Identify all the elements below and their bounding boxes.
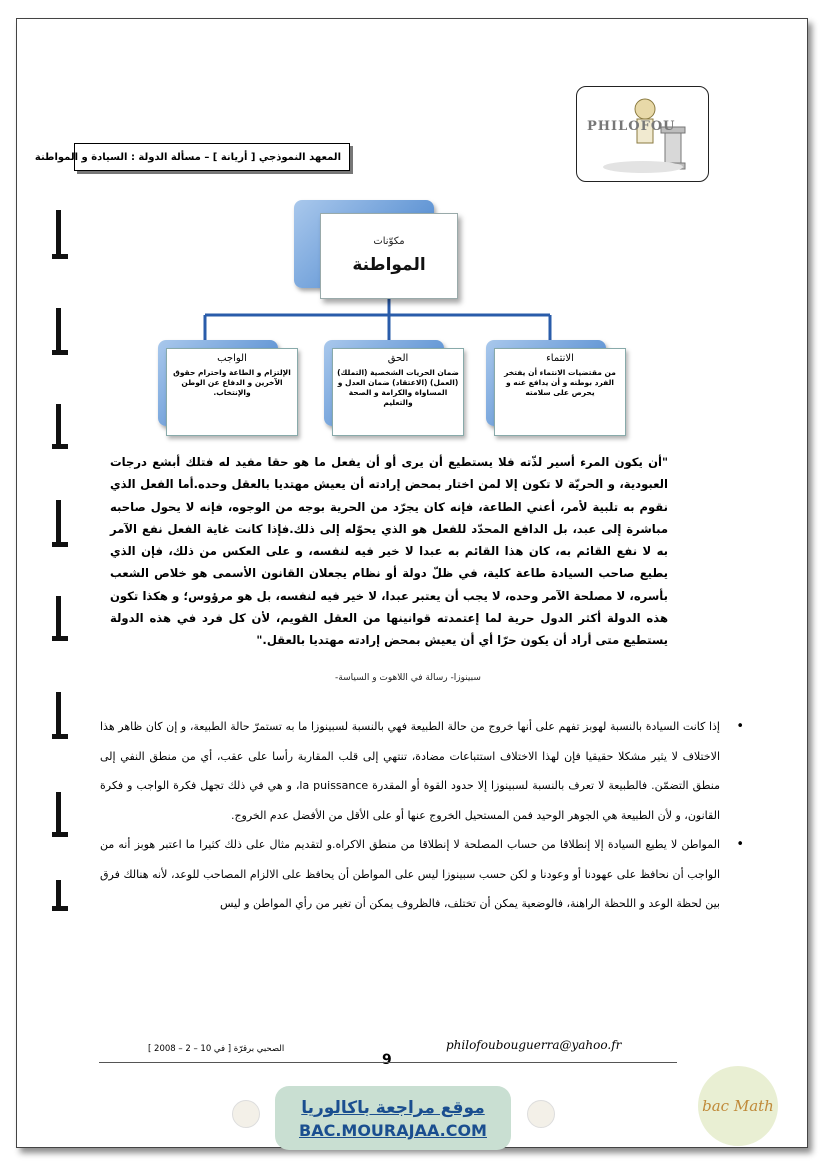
bullet-item	[100, 830, 750, 919]
page-number: 9	[382, 1052, 392, 1068]
logo-word: PHILOFOU	[587, 119, 676, 134]
site-banner[interactable]	[275, 1086, 511, 1150]
bullet-dot-icon: •	[736, 837, 744, 852]
site-logo-icon	[527, 1100, 555, 1128]
footer-author: الصحبي برقرّة [ في 10 – 2 – 2008 ]	[148, 1044, 285, 1054]
diagram-top-box	[320, 213, 458, 299]
duty-body: الإلتزام و الطاعة واحترام حقوق الآخرين و الدفاع عن الوطن والإنتخاب.	[173, 368, 291, 397]
belonging-body: من مقتضيات الانتماء أن يفتخر الفرد بوطنه و أن يدافع عنه و يحرص على سلامته	[504, 368, 616, 397]
bullet-item	[100, 712, 750, 830]
banner-arabic[interactable]: موقع مراجعة باكالوريا	[301, 1098, 485, 1118]
document-header: المعهد النموذجي [ أريانة ] – مسألة الدولة : السيادة و المواطنة	[74, 143, 350, 171]
bullet-text: المواطن لا يطيع السيادة إلا إنطلاقا من حساب المصلحة لا إنطلاقا من منطق الاكراه.و لتقديم مثال على ذلك كثيرا ما اعتبر هوبز أنه من الواجب أن نحافظ على عهودنا أو وعودنا و لكن حسب سبينوزا ليس على المواطن أن يحافظ على الالزام المصاحب للوعد، لأنه هنالك فرق بين لحظة الوعد و اللحظة الراهنة، فالوضعية يمكن أن تختلف، فالظروف يمكن أن تغير من رأي المواطن و ليس	[100, 838, 720, 910]
belonging-title: الانتماء	[546, 353, 574, 364]
right-box	[332, 348, 464, 436]
duty-box	[166, 348, 298, 436]
site-logo-icon	[232, 1100, 260, 1128]
spinoza-quote: "أن يكون المرء أسير لذّته فلا يستطيع أن يرى أو أن يفعل ما هو حقا مفيد له فتلك أبشع درجات العبودية، و الحريّة لا تكون إلا لمن اختار بمحض إرادته أن يعيش مهتديا بالعقل وحده.أما الفعل الذي نقوم به تلبية لأمر، أعني الطاعة، فإنه كان يجرّد من الحرية بوجه من الوجوه، فإنه لا يحول صاحبه مباشرة إلى عبد، بل الدافع المحدّد للفعل هو الذي يحوّله إلى ذلك.فإذا كانت غاية الفعل نفع الآمر به لا نفع القائم به، كان هذا القائم به عبدا لا خير فيه لنفسه، و على العكس من ذلك، فإن الذي يطيع صاحب السيادة طاعة كلية، في ظلّ دولة أو نظام يجعلان القانون الأسمى هو خلاص الشعب بأسره، لا مصلحة الآمر وحده، لا يجب أن يعتبر عبدا، لا خير فيه لنفسه، بل هو مرؤوس؛ و هكذا تكون هذه الدولة أكثر الدول حرية لما إعتمدته قوانينها من العقل القويم، لأن كل فرد في هذه الدولة يستطيع متى أراد أن يكون حرّا أي أن يعيش بمحض إرادته مهتديا بالعقل."	[110, 455, 668, 648]
bac-math-badge: bac Math	[698, 1066, 778, 1146]
right-title: الحق	[387, 353, 409, 364]
diagram-top-subtitle: مكوّنات	[373, 236, 405, 247]
bullet-dot-icon: •	[736, 719, 744, 734]
duty-title: الواجب	[217, 353, 247, 364]
bullet-text: إذا كانت السيادة بالنسبة لهوبز تفهم على أنها خروج من حالة الطبيعة فهي بالنسبة لسبينوزا ما به تستمرّ حالة الطبيعة، و إن كان ظاهر هذا الاختلاف لا يثير مشكلا حقيقيا فإن لهذا الاختلاف استتباعات مضادة، تنتهي إلى قلب المقاربة رأسا على عقب، أي من منطق النفي إلى منطق التضمّن. فالطبيعة لا تعرف بالنسبة لسبينوزا إلا حدود القوة أو المقدرة la puissance، و هي في ذلك تجهل فكرة الواجب و فكرة القانون، و لأن الطبيعة هي الجوهر الوحيد فمن المستحيل الخروج عنها أو على الأقل من الأفضل عدم الخروج.	[100, 720, 720, 822]
footer-divider	[99, 1062, 677, 1063]
bullet-list	[100, 712, 750, 919]
right-body: ضمان الحريات الشخصية (التملك) (العمل) (الاعتقاد) ضمان العدل و المساواة والكرامة و الصحة والتعليم	[337, 368, 459, 407]
author-email: philofoubouguerra@yahoo.fr	[446, 1038, 622, 1052]
banner-url[interactable]: BAC.MOURAJAA.COM	[299, 1121, 487, 1140]
quote-source: سبينوزا- رسالة في اللاهوت و السياسة-	[335, 673, 481, 683]
diagram-top-title: المواطنة	[352, 255, 426, 275]
belonging-box	[494, 348, 626, 436]
